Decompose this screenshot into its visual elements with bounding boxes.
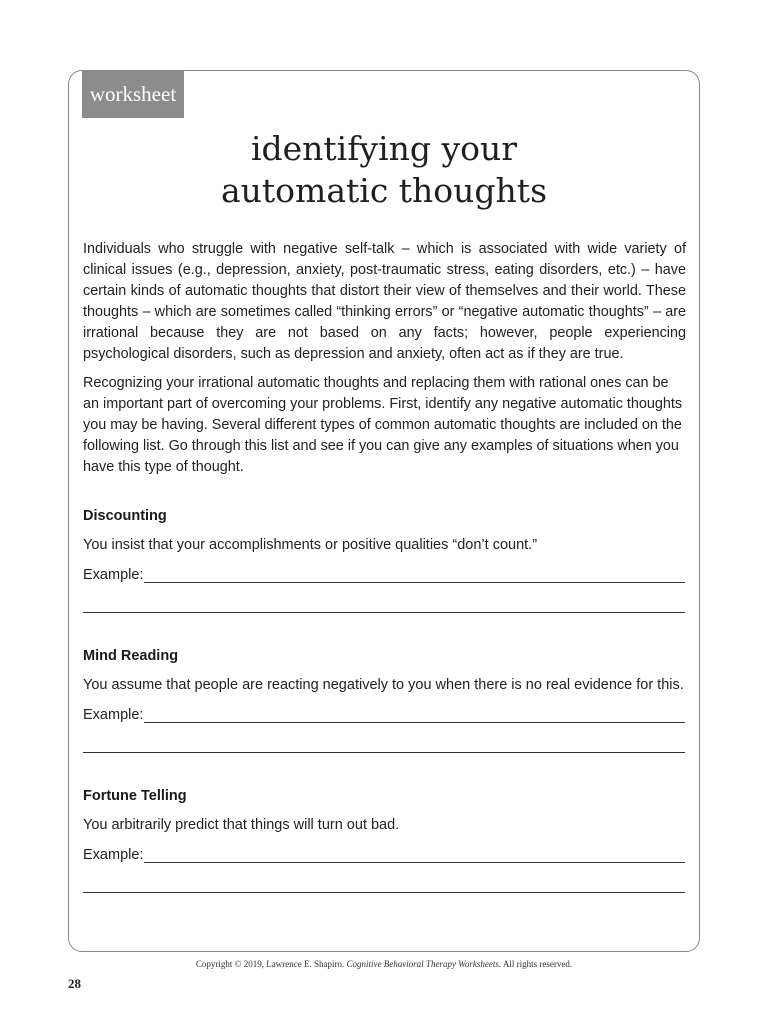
title-line-2: automatic thoughts: [220, 171, 548, 210]
example-label-mind-reading: Example:: [83, 707, 144, 723]
example-line-mind-reading-2[interactable]: [83, 752, 685, 753]
section-heading-discounting: Discounting: [83, 508, 167, 524]
page-number: 28: [68, 976, 81, 991]
section-description-fortune-telling: You arbitrarily predict that things will turn out bad.: [83, 817, 400, 833]
example-line-mind-reading-1[interactable]: [144, 722, 685, 723]
example-line-fortune-telling-1[interactable]: [144, 862, 685, 863]
example-label-fortune-telling: Example:: [83, 847, 144, 863]
example-label-discounting: Example:: [83, 567, 144, 583]
section-description-mind-reading: You assume that people are reacting negatively to you when there is no real evidence for this.: [83, 677, 684, 693]
title-line-1: identifying your: [250, 129, 518, 168]
rights-text: All rights reserved.: [502, 959, 573, 969]
page-title: [68, 128, 700, 212]
example-line-discounting-1[interactable]: [144, 582, 685, 583]
section-heading-fortune-telling: Fortune Telling: [83, 788, 187, 804]
example-line-discounting-2[interactable]: [83, 612, 685, 613]
section-heading-mind-reading: Mind Reading: [83, 648, 179, 664]
intro-paragraph-2: Recognizing your irrational automatic thoughts and replacing them with rational ones can be an important part of overcoming your problems. First, identify any negative automatic thoughts you may be having. Several different types of common automatic thoughts are included on the following list. Go through this list and see if you can give any examples of situations when you have this type of thought.: [83, 375, 683, 475]
section-description-discounting: You insist that your accomplishments or positive qualities “don’t count.”: [83, 537, 538, 553]
example-line-fortune-telling-2[interactable]: [83, 892, 685, 893]
copyright-text: Copyright © 2019, Lawrence E. Shapiro.: [195, 959, 345, 969]
book-title: Cognitive Behavioral Therapy Worksheets.: [346, 959, 502, 969]
intro-paragraph-1: Individuals who struggle with negative self-talk – which is associated with wide variety of clinical issues (e.g., depression, anxiety, post-traumatic stress, eating disorders, etc.) – have certain kinds of automatic thoughts that distort their view of themselves and their world. These thoughts – which are sometimes called “thinking errors” or “negative automatic thoughts” – are irrational because they are not based on any facts; however, people experiencing psychological disorders, such as depression and anxiety, often act as if they are true.: [83, 241, 686, 362]
copyright-footer: [0, 959, 768, 969]
worksheet-tag: worksheet: [82, 70, 184, 118]
